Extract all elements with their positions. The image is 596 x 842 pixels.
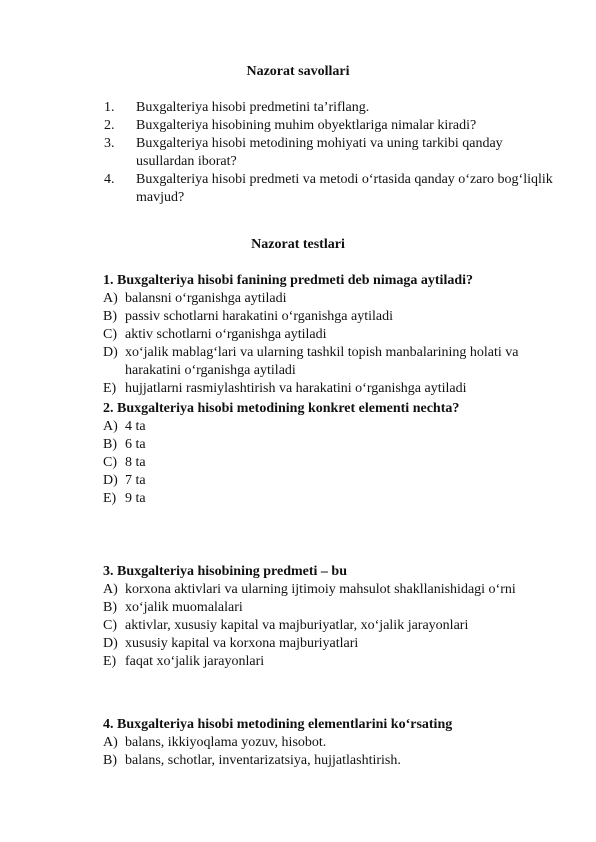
option-text: 8 ta <box>125 455 146 470</box>
option-text: passiv schotlarni harakatini o‘rganishga aytiladi <box>125 309 394 324</box>
question-item <box>104 135 564 171</box>
control-questions-list <box>104 99 564 207</box>
option-text: balans, schotlar, inventarizatsiya, hujjatlashtirish. <box>125 753 401 768</box>
test-question: 4. Buxgalteriya hisobi metodining elementlarini ko‘rsating <box>103 717 453 732</box>
test-option <box>103 653 563 671</box>
option-letter: D) <box>103 636 118 651</box>
option-text: balansni o‘rganishga aytiladi <box>125 291 287 306</box>
test-option <box>103 490 563 508</box>
question-text: Buxgalteriya hisobi predmetini ta’riflang. <box>136 100 370 115</box>
question-number: 1. <box>104 100 115 115</box>
test-option <box>103 599 563 617</box>
option-letter: E) <box>103 491 117 506</box>
option-text: 4 ta <box>125 419 146 434</box>
test-block-2 <box>103 400 563 508</box>
test-option <box>103 454 563 472</box>
test-option <box>103 436 563 454</box>
test-block-3 <box>103 563 563 671</box>
option-text: 6 ta <box>125 437 146 452</box>
option-letter: B) <box>103 753 117 768</box>
option-letter: A) <box>103 419 118 434</box>
test-option <box>103 635 563 653</box>
option-letter: A) <box>103 735 118 750</box>
option-letter: C) <box>103 327 117 342</box>
test-option <box>103 380 563 398</box>
option-letter: E) <box>103 381 117 396</box>
option-text: xo‘jalik mablag‘lari va ularning tashkil topish manbalarining holati va harakatini o‘rganishga aytiladi <box>125 345 519 378</box>
option-letter: B) <box>103 437 117 452</box>
option-letter: D) <box>103 345 118 360</box>
option-letter: D) <box>103 473 118 488</box>
option-letter: B) <box>103 309 117 324</box>
test-option <box>103 617 563 635</box>
question-item <box>104 171 564 207</box>
option-text: xo‘jalik muomalalari <box>125 600 243 615</box>
option-text: xususiy kapital va korxona majburiyatlari <box>125 636 359 651</box>
question-item <box>104 117 564 135</box>
test-option <box>103 344 563 380</box>
question-number: 4. <box>104 172 115 187</box>
test-block-4 <box>103 716 563 770</box>
test-option <box>103 326 563 344</box>
option-letter: B) <box>103 600 117 615</box>
test-option <box>103 581 563 599</box>
option-text: balans, ikkiyoqlama yozuv, hisobot. <box>125 735 327 750</box>
option-text: korxona aktivlari va ularning ijtimoiy mahsulot shakllanishidagi o‘rni <box>125 582 516 597</box>
option-text: hujjatlarni rasmiylashtirish va harakatini o‘rganishga aytiladi <box>125 381 467 396</box>
option-letter: A) <box>103 582 118 597</box>
option-text: aktiv schotlarni o‘rganishga aytiladi <box>125 327 327 342</box>
option-letter: A) <box>103 291 118 306</box>
question-item <box>104 99 564 117</box>
test-option <box>103 290 563 308</box>
option-letter: C) <box>103 618 117 633</box>
test-question: 1. Buxgalteriya hisobi fanining predmeti deb nimaga aytiladi? <box>103 273 474 288</box>
question-number: 2. <box>104 118 115 133</box>
question-text: Buxgalteriya hisobi predmeti va metodi o‘rtasida qanday o‘zaro bog‘liqlik mavjud? <box>136 172 553 205</box>
tests-title: Nazorat testlari <box>251 237 345 252</box>
option-text: 7 ta <box>125 473 146 488</box>
question-text: Buxgalteriya hisobi metodining mohiyati va uning tarkibi qanday usullardan iborat? <box>136 136 503 169</box>
option-letter: C) <box>103 455 117 470</box>
test-question: 3. Buxgalteriya hisobining predmeti – bu <box>103 564 348 579</box>
option-text: aktivlar, xususiy kapital va majburiyatlar, xo‘jalik jarayonlari <box>125 618 469 633</box>
test-block-1 <box>103 272 563 398</box>
option-letter: E) <box>103 654 117 669</box>
test-question: 2. Buxgalteriya hisobi metodining konkret elementi nechta? <box>103 401 460 416</box>
test-option <box>103 308 563 326</box>
question-text: Buxgalteriya hisobining muhim obyektlariga nimalar kiradi? <box>136 118 477 133</box>
test-option <box>103 752 563 770</box>
test-option <box>103 418 563 436</box>
test-option <box>103 734 563 752</box>
test-option <box>103 472 563 490</box>
page-title: Nazorat savollari <box>246 64 350 79</box>
option-text: faqat xo‘jalik jarayonlari <box>125 654 265 669</box>
option-text: 9 ta <box>125 491 146 506</box>
question-number: 3. <box>104 136 115 151</box>
